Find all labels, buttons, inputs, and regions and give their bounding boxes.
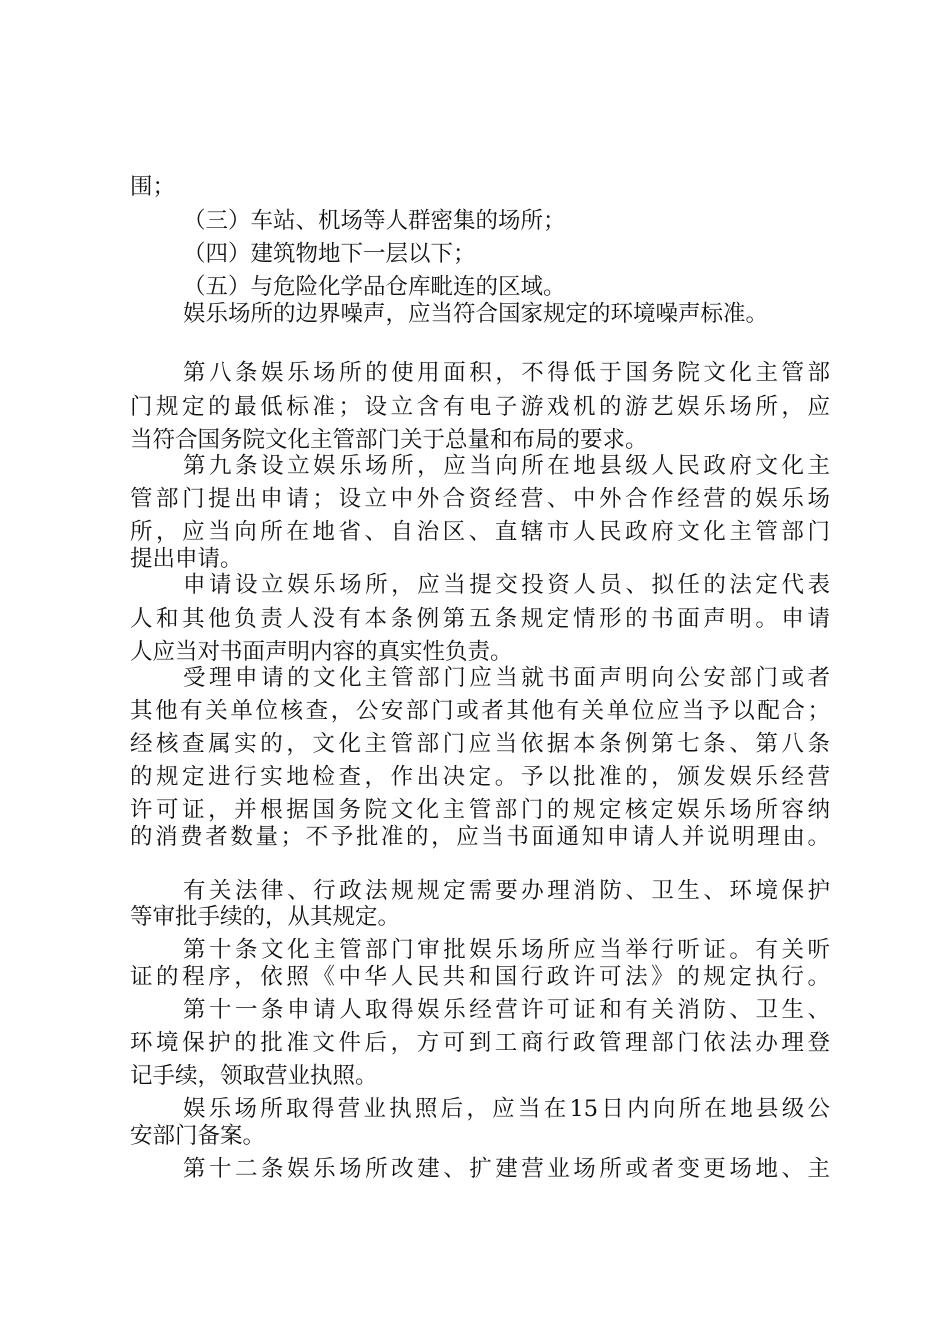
text-line: 安部门备案。 <box>130 1123 266 1149</box>
text-line: 等审批手续的，从其规定。 <box>130 904 401 930</box>
text-line: 提出申请。 <box>130 546 243 572</box>
text-line: 门规定的最低标准；设立含有电子游戏机的游艺娱乐场所，应 <box>130 394 830 420</box>
text-line: 记手续，领取营业执照。 <box>130 1063 378 1089</box>
text-line: 证的程序，依照《中华人民共和国行政许可法》的规定执行。 <box>130 964 830 990</box>
text-line: （三）车站、机场等人群密集的场所； <box>183 208 566 234</box>
text-line: 第八条娱乐场所的使用面积，不得低于国务院文化主管部 <box>183 360 830 386</box>
text-line: 娱乐场所的边界噪声，应当符合国家规定的环境噪声标准。 <box>183 301 769 327</box>
text-line: 娱乐场所取得营业执照后，应当在15日内向所在地县级公 <box>183 1096 830 1122</box>
text-line: 申请设立娱乐场所，应当提交投资人员、拟任的法定代表 <box>183 572 830 598</box>
text-line: 有关法律、行政法规规定需要办理消防、卫生、环境保护 <box>183 878 830 904</box>
text-line: 经核查属实的，文化主管部门应当依据本条例第七条、第八条 <box>130 731 830 757</box>
text-line: 第十二条娱乐场所改建、扩建营业场所或者变更场地、主 <box>183 1156 830 1182</box>
text-line: 第十条文化主管部门审批娱乐场所应当举行听证。有关听 <box>183 937 830 963</box>
text-line: 第十一条申请人取得娱乐经营许可证和有关消防、卫生、 <box>183 997 830 1023</box>
text-line: 围； <box>130 174 176 200</box>
text-line: 当符合国务院文化主管部门关于总量和布局的要求。 <box>130 427 648 453</box>
text-line: 其他有关单位核查，公安部门或者其他有关单位应当予以配合； <box>130 698 830 724</box>
text-line: 人和其他负责人没有本条例第五条规定情形的书面声明。申请 <box>130 606 830 632</box>
text-line: 第九条设立娱乐场所，应当向所在地县级人民政府文化主 <box>183 453 830 479</box>
text-line: 受理申请的文化主管部门应当就书面声明向公安部门或者 <box>183 665 830 691</box>
text-line: 环境保护的批准文件后，方可到工商行政管理部门依法办理登 <box>130 1030 830 1056</box>
text-line: 的消费者数量；不予批准的，应当书面通知申请人并说明理由。 <box>130 824 830 850</box>
text-line: 人应当对书面声明内容的真实性负责。 <box>130 639 513 665</box>
text-line: 许可证，并根据国务院文化主管部门的规定核定娱乐场所容纳 <box>130 797 830 823</box>
text-line: （四）建筑物地下一层以下； <box>183 241 476 267</box>
text-line: 的规定进行实地检查，作出决定。予以批准的，颁发娱乐经营 <box>130 764 830 790</box>
text-line: 管部门提出申请；设立中外合资经营、中外合作经营的娱乐场 <box>130 486 830 512</box>
text-line: 所，应当向所在地省、自治区、直辖市人民政府文化主管部门 <box>130 519 830 545</box>
text-line: （五）与危险化学品仓库毗连的区域。 <box>183 274 566 300</box>
